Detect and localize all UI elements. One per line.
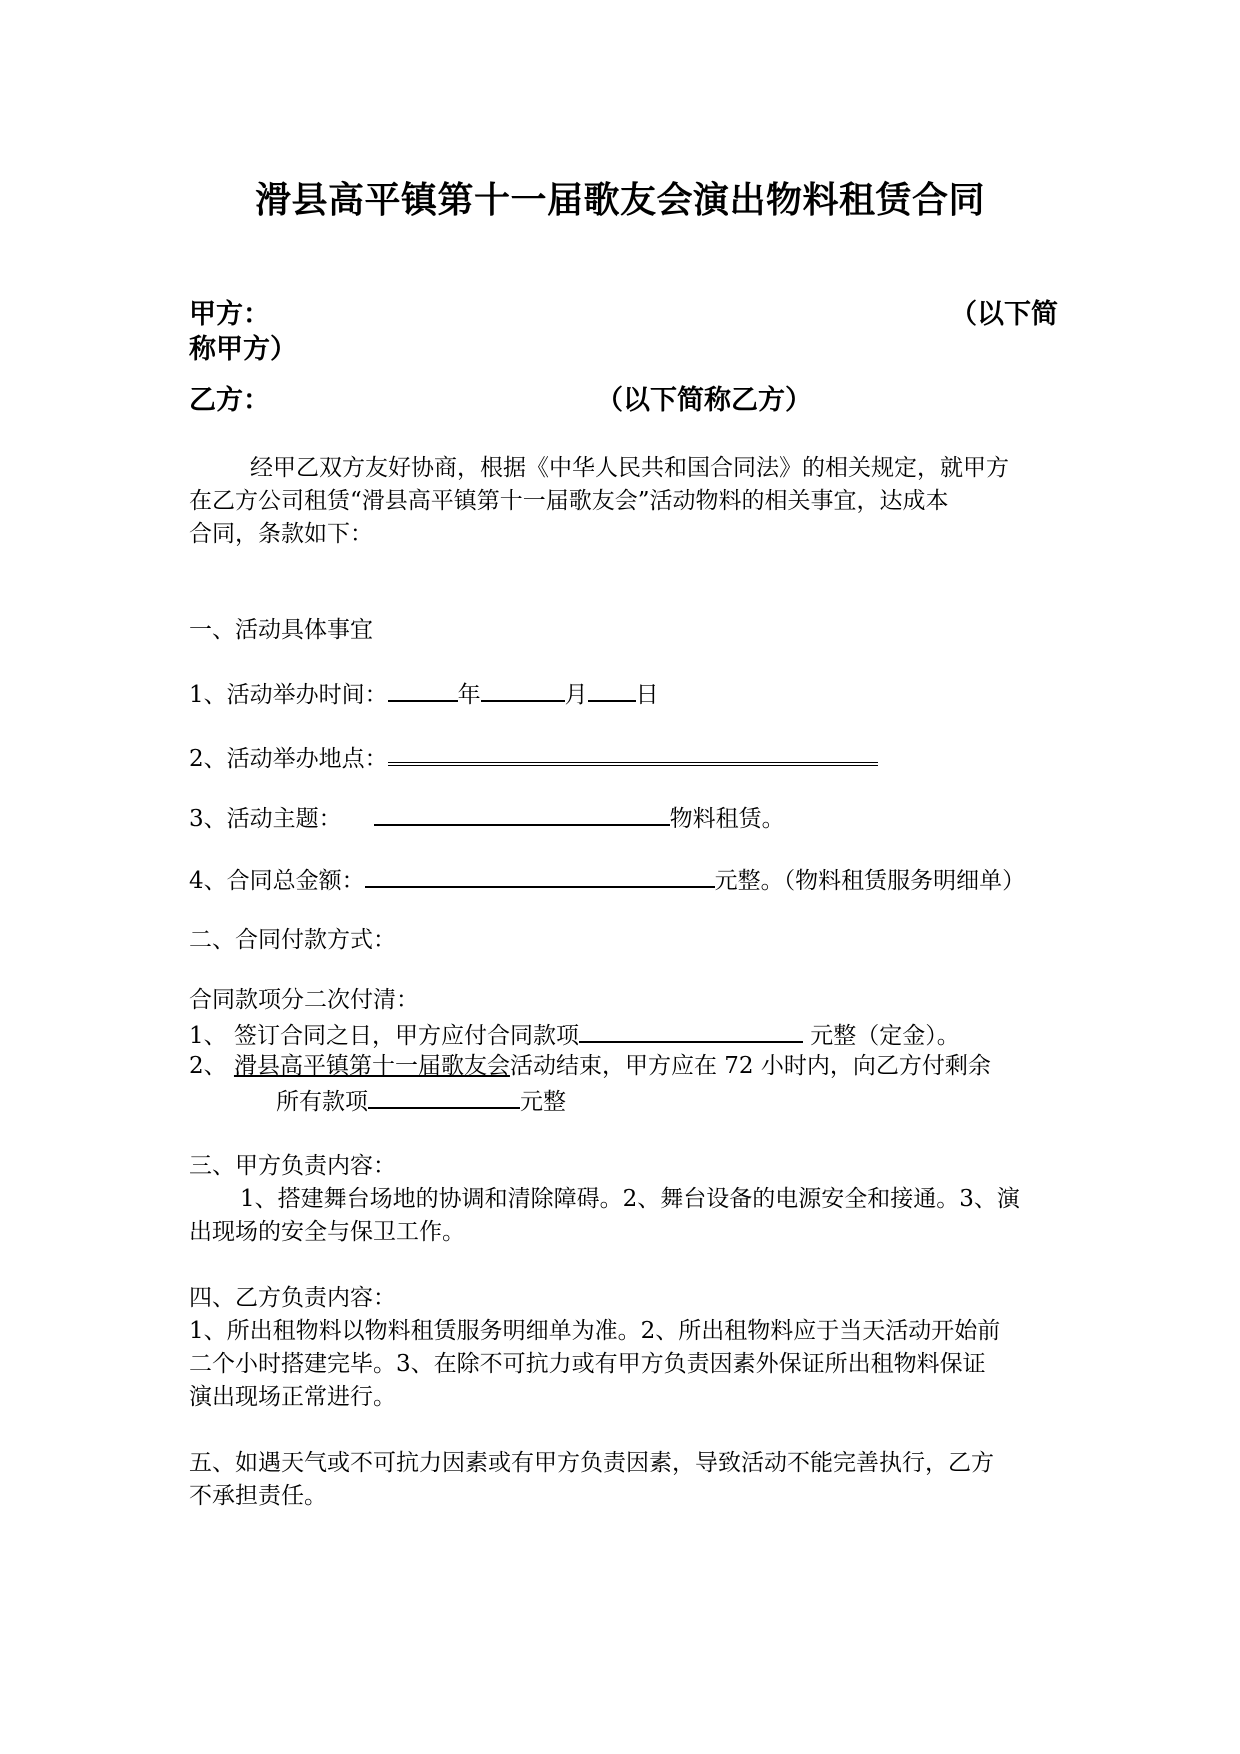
day-label: 日 — [635, 682, 659, 708]
payment-item-1 — [189, 1017, 960, 1053]
payment-2-line2-prefix: 所有款项 — [276, 1089, 368, 1115]
contract-amount-label: 4、合同总金额： — [189, 868, 365, 894]
party-a-label: 甲方： — [189, 299, 270, 330]
payment-item-2 — [189, 1050, 991, 1083]
section-5-line-2: 不承担责任。 — [189, 1483, 327, 1509]
payment-2-num: 2、 — [189, 1053, 234, 1079]
event-time-label: 1、活动举办时间： — [189, 682, 388, 708]
day-blank[interactable] — [588, 676, 636, 702]
payment-1-suffix: 元整（定金）。 — [802, 1023, 960, 1049]
month-label: 月 — [564, 682, 588, 708]
event-theme-row — [189, 800, 785, 836]
year-blank[interactable] — [388, 676, 458, 702]
section-2-heading: 二、合同付款方式： — [189, 927, 396, 953]
section-3-line-1: 1、搭建舞台场地的协调和清除障碍。2、舞台设备的电源安全和接通。3、演 — [240, 1186, 1020, 1212]
event-location-row — [189, 738, 878, 776]
contract-amount-row — [189, 862, 1025, 898]
amount-blank[interactable] — [365, 862, 715, 888]
party-b-suffix: （以下简称乙方） — [596, 385, 812, 416]
month-blank[interactable] — [481, 676, 565, 702]
contract-amount-suffix: 元整。（物料租赁服务明细单） — [714, 868, 1026, 894]
event-theme-label: 3、活动主题： — [189, 806, 342, 832]
deposit-blank[interactable] — [579, 1017, 803, 1043]
party-a-suffix: （以下简 — [950, 299, 1058, 330]
section-4-line-1: 1、所出租物料以物料租赁服务明细单为准。2、所出租物料应于当天活动开始前 — [189, 1318, 1001, 1344]
section-3-line-2: 出现场的安全与保卫工作。 — [189, 1219, 465, 1245]
payment-2-rest: 活动结束，甲方应在 72 小时内，向乙方付剩余 — [509, 1053, 991, 1079]
payment-2-line2-suffix: 元整 — [520, 1089, 566, 1115]
document-title: 滑县高平镇第十一届歌友会演出物料租赁合同 — [254, 180, 985, 221]
section-4-line-2: 二个小时搭建完毕。3、在除不可抗力或有甲方负责因素外保证所出租物料保证 — [189, 1351, 986, 1377]
event-theme-suffix: 物料租赁。 — [669, 806, 785, 832]
party-a-suffix-cont: 称甲方） — [189, 334, 297, 365]
year-label: 年 — [457, 682, 481, 708]
event-time-row — [189, 676, 659, 712]
balance-blank[interactable] — [368, 1083, 520, 1109]
event-name-underlined: 滑县高平镇第十一届歌友会 — [233, 1053, 510, 1079]
section-5-line-1: 五、如遇天气或不可抗力因素或有甲方负责因素，导致活动不能完善执行，乙方 — [189, 1450, 994, 1476]
intro-line-1: 经甲乙双方友好协商，根据《中华人民共和国合同法》的相关规定，就甲方 — [250, 455, 1009, 481]
party-b-label: 乙方： — [189, 385, 270, 416]
section-4-line-3: 演出现场正常进行。 — [189, 1384, 396, 1410]
event-location-label: 2、活动举办地点： — [189, 746, 388, 772]
intro-line-2: 在乙方公司租赁“滑县高平镇第十一届歌友会”活动物料的相关事宜，达成本 — [189, 488, 949, 514]
intro-line-3: 合同，条款如下： — [189, 521, 373, 547]
location-blank[interactable] — [388, 738, 878, 766]
payment-item-2-cont — [276, 1083, 566, 1119]
section-1-heading: 一、活动具体事宜 — [189, 617, 373, 643]
payment-1-prefix: 1、 签订合同之日，甲方应付合同款项 — [189, 1023, 579, 1049]
payment-sub-heading: 合同款项分二次付清： — [189, 987, 419, 1013]
section-3-heading: 三、甲方负责内容： — [189, 1153, 396, 1179]
theme-blank[interactable] — [374, 800, 670, 826]
section-4-heading: 四、乙方负责内容： — [189, 1285, 396, 1311]
